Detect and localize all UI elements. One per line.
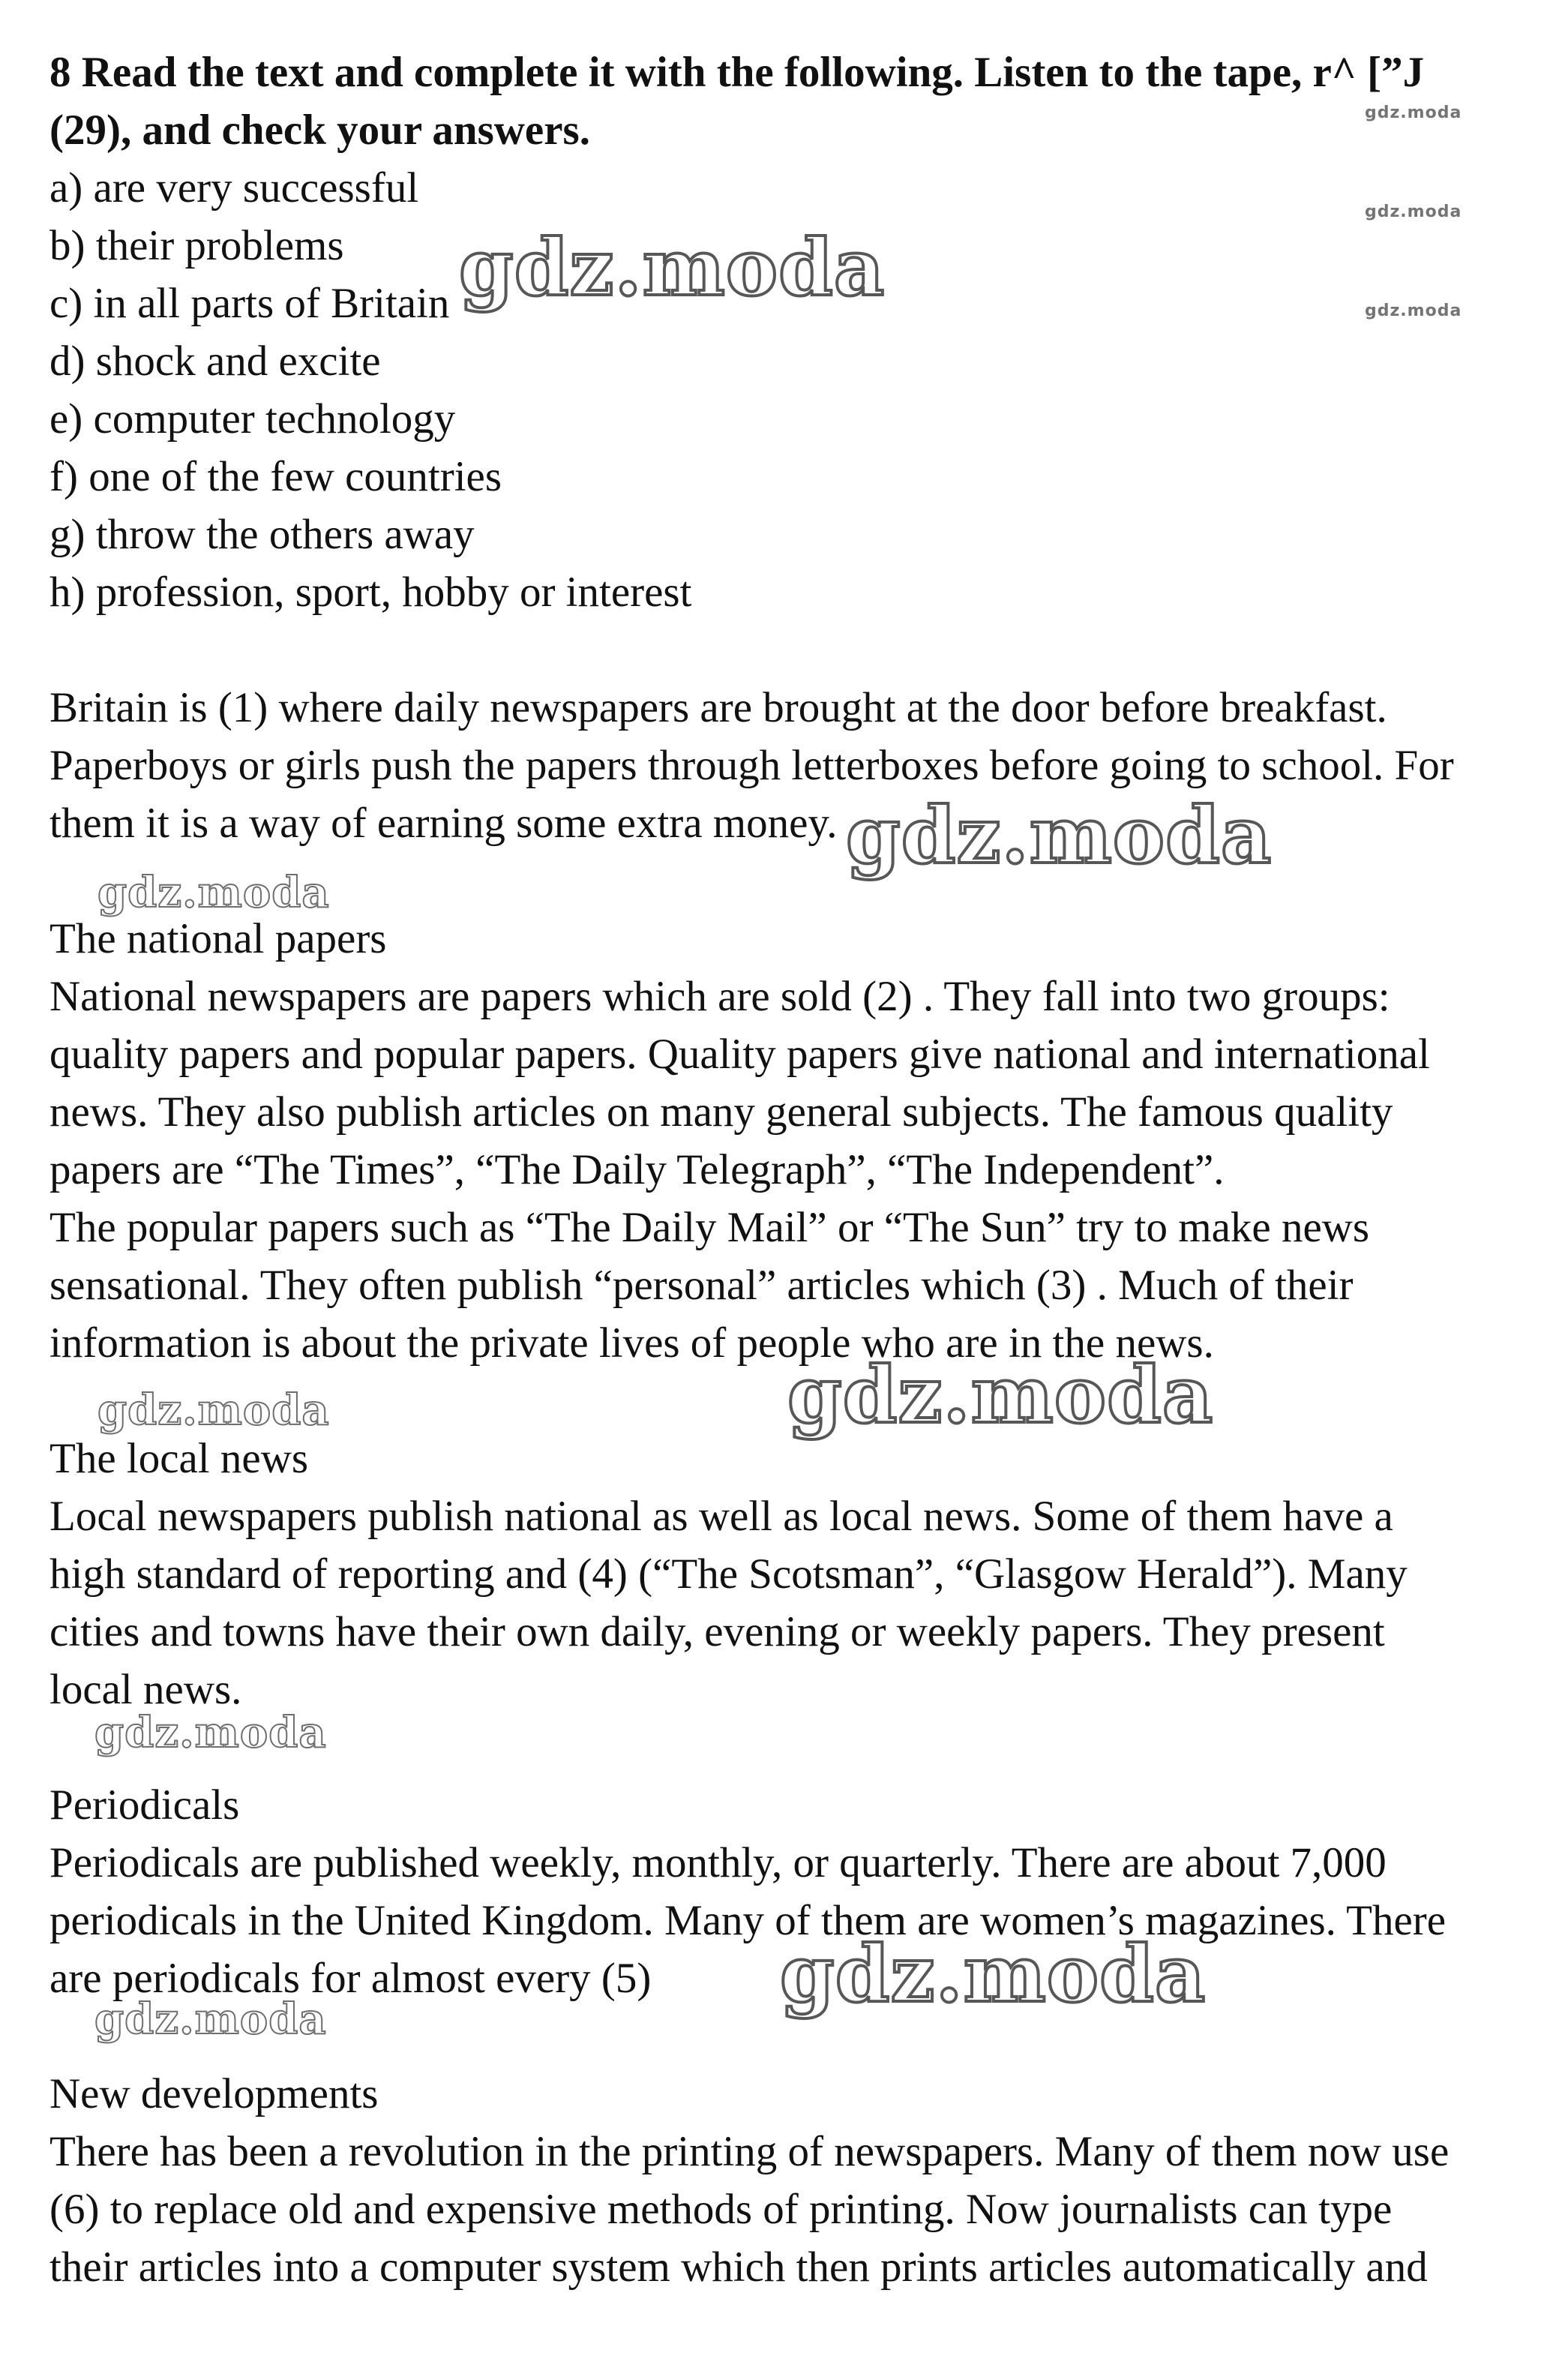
exercise-heading-line-1: 8 Read the text and complete it with the following. Listen to the tape, r^ [”J: [49, 49, 1425, 96]
local-line-3: cities and towns have their own daily, evening or weekly papers. They present: [49, 1608, 1385, 1655]
option-c: c) in all parts of Britain: [49, 280, 450, 327]
periodicals-line-1: Periodicals are published weekly, monthly, or quarterly. There are about 7,000: [49, 1839, 1387, 1886]
section-title-local: The local news: [49, 1435, 309, 1482]
watermark-logo: gdz.moda: [1365, 203, 1462, 221]
national-line-2: quality papers and popular papers. Quality papers give national and international: [49, 1031, 1430, 1078]
watermark-logo: gdz.moda: [459, 221, 886, 314]
developments-line-2: (6) to replace old and expensive methods of printing. Now journalists can type: [49, 2186, 1393, 2233]
document-page: [49, 44, 1504, 2296]
intro-line-3: them it is a way of earning some extra money.: [49, 800, 838, 847]
national-line-1: National newspapers are papers which are sold (2) . They fall into two groups:: [49, 973, 1390, 1020]
section-title-periodicals: Periodicals: [49, 1781, 240, 1829]
national-line-5: The popular papers such as “The Daily Mail” or “The Sun” try to make news: [49, 1204, 1370, 1251]
developments-line-3: their articles into a computer system which then prints articles automatically and: [49, 2243, 1428, 2291]
section-title-national: The national papers: [49, 915, 387, 962]
intro-line-1: Britain is (1) where daily newspapers are brought at the door before breakfast.: [49, 684, 1387, 731]
option-g: g) throw the others away: [49, 511, 475, 558]
watermark-logo: gdz.moda: [1365, 104, 1462, 122]
developments-line-1: There has been a revolution in the printing of newspapers. Many of them now use: [49, 2128, 1450, 2175]
option-f: f) one of the few countries: [49, 453, 502, 500]
spacer: [49, 621, 1504, 679]
exercise-heading-line-2: (29), and check your answers.: [49, 107, 590, 154]
intro-line-2: Paperboys or girls push the papers through letterboxes before going to school. For: [49, 742, 1454, 789]
watermark-logo: gdz.moda: [780, 1928, 1207, 2020]
watermark-logo: gdz.moda: [97, 1385, 330, 1435]
national-line-4: papers are “The Times”, “The Daily Telegraph”, “The Independent”.: [49, 1146, 1225, 1193]
periodicals-line-3: are periodicals for almost every (5): [49, 1955, 652, 2002]
watermark-logo: gdz.moda: [97, 868, 330, 917]
watermark-logo: gdz.moda: [94, 1994, 327, 2044]
section-title-developments: New developments: [49, 2070, 379, 2117]
option-d: d) shock and excite: [49, 338, 381, 385]
option-h: h) profession, sport, hobby or interest: [49, 569, 692, 616]
national-line-3: news. They also publish articles on many general subjects. The famous quality: [49, 1088, 1393, 1136]
national-line-7: information is about the private lives of people who are in the news.: [49, 1319, 1214, 1367]
national-line-6: sensational. They often publish “personal” articles which (3) . Much of their: [49, 1262, 1354, 1309]
local-line-1: Local newspapers publish national as well as local news. Some of them have a: [49, 1493, 1393, 1540]
watermark-logo: gdz.moda: [846, 789, 1273, 881]
local-line-2: high standard of reporting and (4) (“The Scotsman”, “Glasgow Herald”). Many: [49, 1550, 1408, 1598]
local-line-4: local news.: [49, 1666, 242, 1713]
watermark-logo: gdz.moda: [787, 1349, 1214, 1441]
watermark-logo: gdz.moda: [1365, 302, 1462, 320]
option-b: b) their problems: [49, 222, 344, 269]
option-e: e) computer technology: [49, 395, 456, 443]
option-a: a) are very successful: [49, 164, 419, 212]
watermark-logo: gdz.moda: [94, 1708, 327, 1757]
periodicals-line-2: periodicals in the United Kingdom. Many of them are women’s magazines. There: [49, 1897, 1447, 1944]
